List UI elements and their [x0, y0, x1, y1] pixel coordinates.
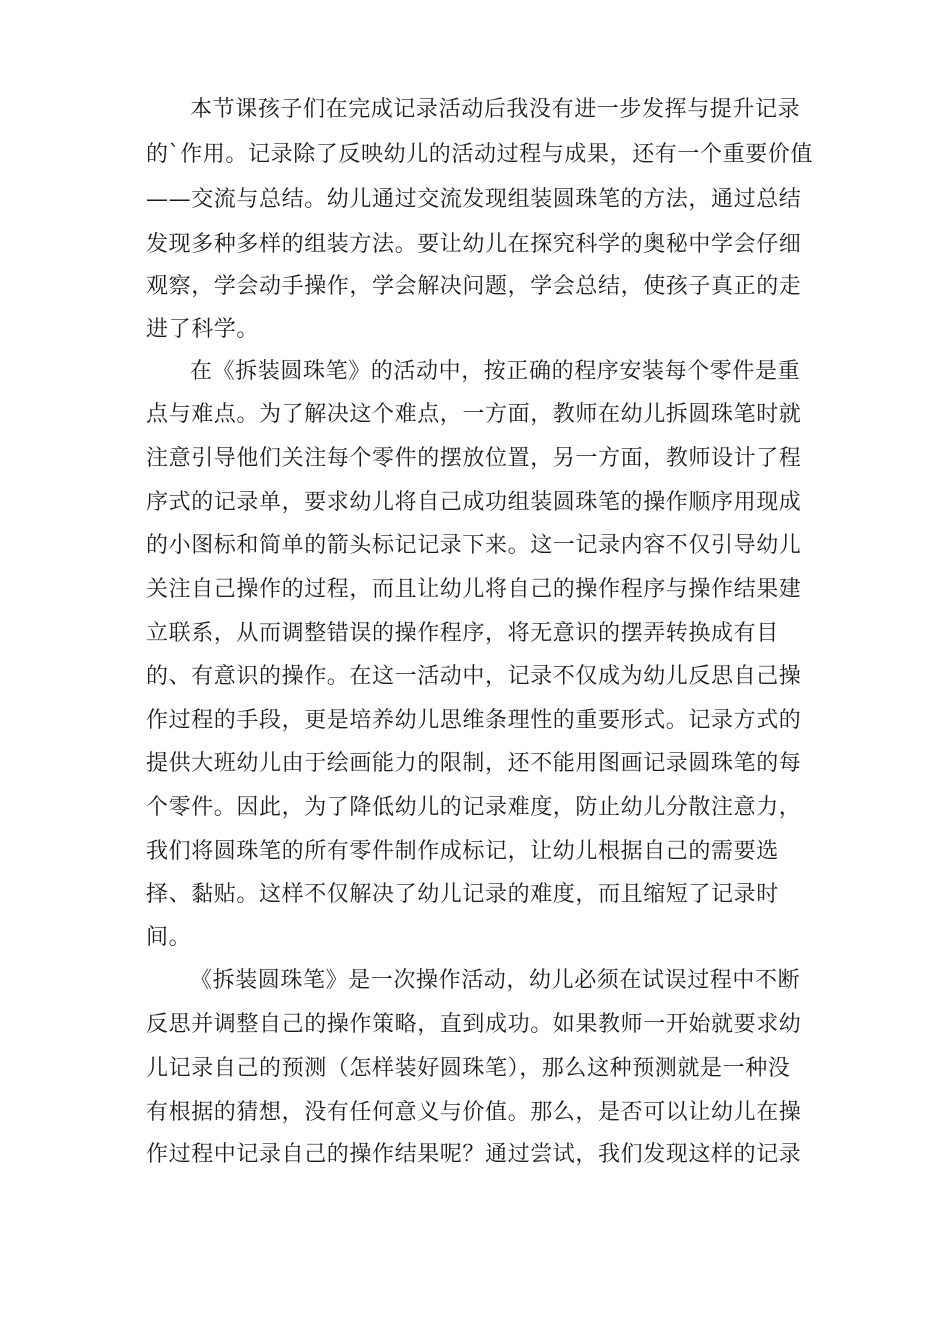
text-line: 在《拆装圆珠笔》的活动中，按正确的程序安装每个零件是重: [190, 359, 801, 384]
text-line: 的、有意识的操作。在这一活动中，记录不仅成为幼儿反思自己操: [146, 664, 802, 689]
text-line: 个零件。因此，为了降低幼儿的记录难度，防止幼儿分散注意力，: [146, 795, 802, 820]
text-line: 的小图标和简单的箭头标记记录下来。这一记录内容不仅引导幼儿: [146, 533, 802, 558]
text-line: 序式的记录单，要求幼儿将自己成功组装圆珠笔的操作顺序用现成: [146, 490, 802, 515]
text-line: 提供大班幼儿由于绘画能力的限制，还不能用图画记录圆珠笔的每: [146, 751, 802, 776]
text-line: 反思并调整自己的操作策略，直到成功。如果教师一开始就要求幼: [146, 1012, 802, 1037]
text-line: 作过程的手段，更是培养幼儿思维条理性的重要形式。记录方式的: [146, 708, 802, 733]
text-line: 点与难点。为了解决这个难点，一方面，教师在幼儿拆圆珠笔时就: [146, 402, 802, 427]
text-line: 的`作用。记录除了反映幼儿的活动过程与成果，还有一个重要价值: [146, 142, 814, 167]
text-line: 本节课孩子们在完成记录活动后我没有进一步发挥与提升记录: [190, 97, 801, 122]
text-line: 间。: [146, 925, 192, 950]
text-line: 进了科学。: [146, 317, 260, 342]
text-line: ——交流与总结。幼儿通过交流发现组装圆珠笔的方法，通过总结: [146, 187, 802, 212]
text-line: 《拆装圆珠笔》是一次操作活动，幼儿必须在试误过程中不断: [190, 968, 801, 993]
text-line: 有根据的猜想，没有任何意义与价值。那么，是否可以让幼儿在操: [146, 1100, 802, 1125]
text-line: 观察，学会动手操作，学会解决问题，学会总结，使孩子真正的走: [146, 274, 802, 299]
text-line: 注意引导他们关注每个零件的摆放位置，另一方面，教师设计了程: [146, 446, 802, 471]
text-line: 儿记录自己的预测（怎样装好圆珠笔），那么这种预测就是一种没: [146, 1056, 791, 1081]
text-line: 立联系，从而调整错误的操作程序，将无意识的摆弄转换成有目: [146, 621, 779, 646]
text-line: 发现多种多样的组装方法。要让幼儿在探究科学的奥秘中学会仔细: [146, 232, 802, 257]
text-line: 我们将圆珠笔的所有零件制作成标记，让幼儿根据自己的需要选: [146, 839, 779, 864]
text-line: 择、黏贴。这样不仅解决了幼儿记录的难度，而且缩短了记录时: [146, 882, 779, 907]
text-line: 作过程中记录自己的操作结果呢？通过尝试，我们发现这样的记录: [146, 1142, 802, 1167]
text-line: 关注自己操作的过程，而且让幼儿将自己的操作程序与操作结果建: [146, 577, 802, 602]
